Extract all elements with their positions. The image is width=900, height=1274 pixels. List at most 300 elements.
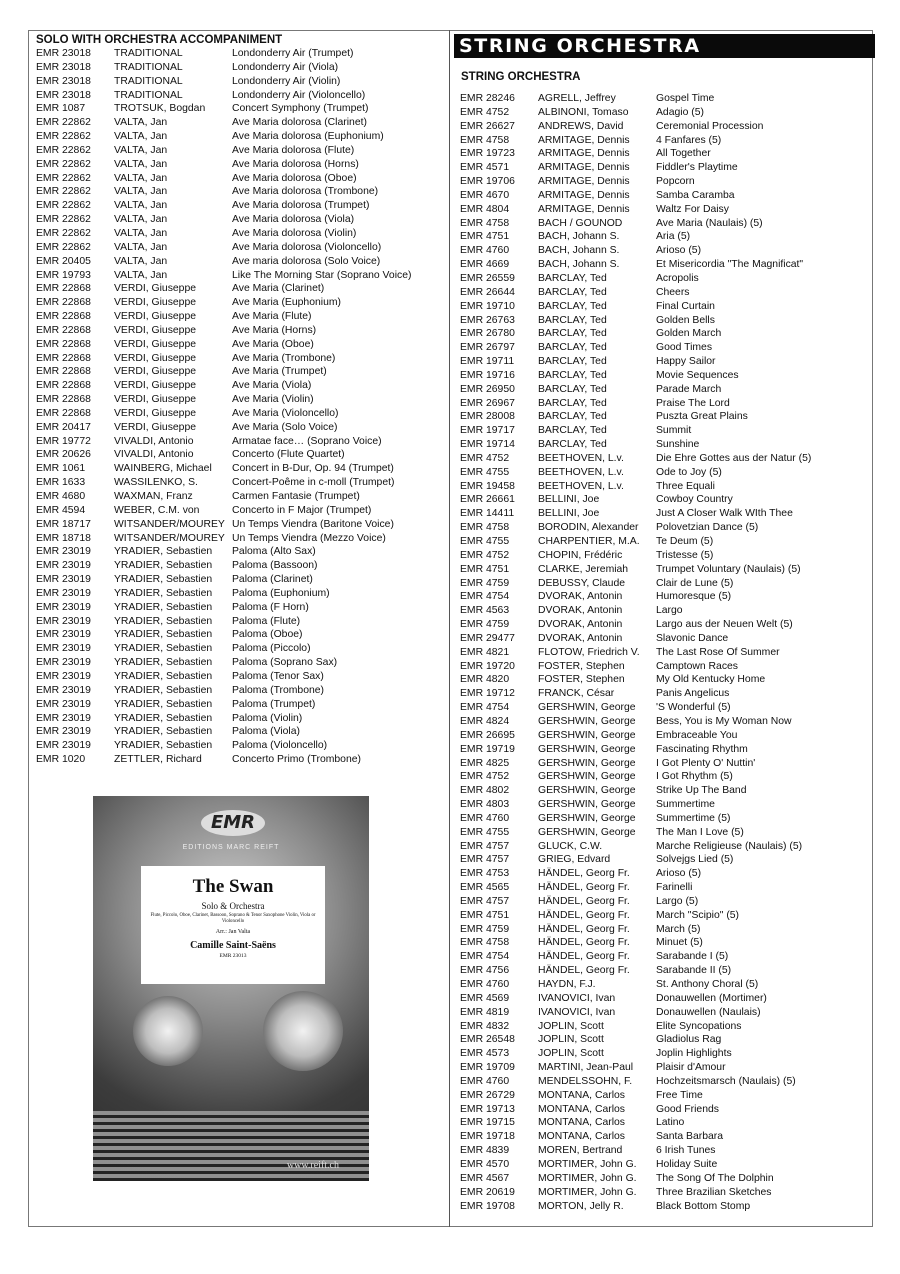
work-title: Latino (656, 1117, 685, 1129)
composer-name: BARCLAY, Ted (538, 286, 607, 298)
work-title: Tristesse (5) (656, 549, 714, 561)
catalog-row (460, 646, 811, 660)
catalog-number: EMR 4565 (460, 882, 510, 894)
catalog-row (36, 545, 446, 559)
catalog-row (460, 1020, 811, 1034)
catalog-row (460, 853, 811, 867)
composer-name: HÄNDEL, Georg Fr. (538, 895, 630, 907)
catalog-number: EMR 4755 (460, 826, 510, 838)
composer-name: BACH, Johann S. (538, 259, 620, 271)
composer-name: MONTANA, Carlos (538, 1131, 625, 1143)
catalog-row (460, 1172, 811, 1186)
emr-logo: EMR (201, 810, 265, 836)
work-title: I Got Rhythm (5) (656, 771, 733, 783)
composer-name: YRADIER, Sebastien (114, 657, 213, 669)
composer-name: VERDI, Giuseppe (114, 366, 197, 378)
work-title: My Old Kentucky Home (656, 674, 766, 686)
composer-name: YRADIER, Sebastien (114, 587, 213, 599)
catalog-number: EMR 23019 (36, 587, 91, 599)
catalog-row (460, 410, 811, 424)
work-title: Ode to Joy (5) (656, 466, 722, 478)
catalog-row (460, 134, 811, 148)
catalog-number: EMR 4759 (460, 923, 510, 935)
catalog-number: EMR 23019 (36, 615, 91, 627)
catalog-number: EMR 22862 (36, 117, 91, 129)
work-title: Ave Maria (Trumpet) (232, 366, 327, 378)
catalog-row (460, 521, 811, 535)
work-title: Arioso (5) (656, 245, 702, 257)
catalog-number: EMR 4820 (460, 674, 510, 686)
catalog-row (36, 490, 446, 504)
work-title: Marche Religieuse (Naulais) (5) (656, 840, 803, 852)
catalog-row (460, 687, 811, 701)
catalog-number: EMR 4824 (460, 715, 510, 727)
cover-arranger: Arr.: Jan Valta (215, 929, 251, 935)
composer-name: VERDI, Giuseppe (114, 324, 197, 336)
composer-name: TROTSUK, Bogdan (114, 103, 206, 115)
composer-name: CLARKE, Jeremiah (538, 563, 629, 575)
catalog-row (36, 365, 446, 379)
work-title: Holiday Suite (656, 1158, 718, 1170)
composer-name: BARCLAY, Ted (538, 356, 607, 368)
catalog-number: EMR 4751 (460, 231, 510, 243)
solo-orchestra-section (36, 34, 446, 767)
catalog-number: EMR 4832 (460, 1020, 510, 1032)
catalog-row (36, 116, 446, 130)
work-title: Paloma (Flute) (232, 615, 301, 627)
composer-name: YRADIER, Sebastien (114, 670, 213, 682)
work-title: Good Times (656, 342, 713, 354)
work-title: Londonderry Air (Trumpet) (232, 48, 354, 59)
composer-name: IVANOVICI, Ivan (538, 992, 616, 1004)
catalog-row (460, 1200, 811, 1214)
horn-bell-right (263, 991, 343, 1071)
composer-name: HAYDN, F.J. (538, 979, 596, 990)
work-title: Ave Maria (Naulais) (5) (656, 217, 763, 229)
work-title: Trumpet Voluntary (Naulais) (5) (656, 563, 801, 575)
catalog-number: EMR 19708 (460, 1200, 515, 1212)
catalog-row (460, 812, 811, 826)
catalog-number: EMR 4751 (460, 909, 510, 921)
work-title: Paloma (Trombone) (232, 684, 325, 696)
catalog-row (460, 729, 811, 743)
work-title: Paloma (F Horn) (232, 601, 309, 613)
catalog-number: EMR 22862 (36, 158, 91, 170)
work-title: Ave Maria dolorosa (Violoncello) (232, 241, 382, 253)
work-title: Arioso (5) (656, 868, 702, 880)
catalog-row (460, 106, 811, 120)
catalog-row (460, 314, 811, 328)
catalog-row (460, 923, 811, 937)
catalog-row (460, 840, 811, 854)
catalog-row (460, 715, 811, 729)
catalog-list (460, 92, 811, 1213)
work-title: Concerto Primo (Trombone) (232, 754, 361, 766)
catalog-number: EMR 28008 (460, 411, 515, 423)
work-title: Hochzeitsmarsch (Naulais) (5) (656, 1075, 796, 1087)
work-title: Movie Sequences (656, 369, 739, 381)
catalog-number: EMR 22868 (36, 283, 91, 295)
catalog-row (460, 632, 811, 646)
catalog-row (36, 296, 446, 310)
work-title: Sarabande I (5) (656, 951, 729, 963)
work-title: Adagio (5) (656, 106, 704, 118)
work-title: Samba Caramba (656, 189, 735, 201)
catalog-row (460, 770, 811, 784)
catalog-row (460, 507, 811, 521)
catalog-row (460, 203, 811, 217)
catalog-number: EMR 4571 (460, 162, 510, 174)
work-title: Embraceable You (656, 729, 738, 741)
catalog-row (460, 424, 811, 438)
composer-name: VALTA, Jan (114, 241, 168, 253)
website-text: www.reift.ch (286, 1160, 339, 1171)
catalog-number: EMR 4821 (460, 646, 510, 658)
composer-name: YRADIER, Sebastien (114, 601, 213, 613)
catalog-row (36, 185, 446, 199)
composer-name: IVANOVICI, Ivan (538, 1006, 616, 1018)
catalog-row (36, 587, 446, 601)
work-title: Paloma (Violoncello) (232, 740, 328, 752)
catalog-number: EMR 22868 (36, 366, 91, 378)
catalog-row (36, 269, 446, 283)
work-title: Donauwellen (Naulais) (656, 1006, 761, 1018)
work-title: Largo (5) (656, 895, 699, 907)
work-title: Donauwellen (Mortimer) (656, 992, 767, 1004)
catalog-number: EMR 22868 (36, 311, 91, 323)
work-title: Waltz For Daisy (656, 203, 729, 215)
composer-name: VALTA, Jan (114, 269, 168, 281)
catalog-row (460, 618, 811, 632)
catalog-number: EMR 1087 (36, 103, 86, 115)
catalog-number: EMR 29477 (460, 632, 515, 644)
composer-name: WASSILENKO, S. (114, 477, 198, 489)
work-title: The Last Rose Of Summer (656, 646, 780, 658)
work-title: Sunshine (656, 439, 700, 451)
work-title: Ave Maria dolorosa (Viola) (232, 214, 355, 226)
catalog-row (460, 701, 811, 715)
work-title: Minuet (5) (656, 937, 703, 949)
composer-name: MORTIMER, John G. (538, 1186, 637, 1198)
composer-name: BACH, Johann S. (538, 245, 620, 257)
catalog-row (460, 189, 811, 203)
catalog-row (460, 1116, 811, 1130)
catalog-row (460, 590, 811, 604)
composer-name: MONTANA, Carlos (538, 1089, 625, 1101)
work-title: Londonderry Air (Violoncello) (232, 89, 366, 101)
catalog-row (460, 1103, 811, 1117)
catalog-row (36, 476, 446, 490)
catalog-number: EMR 19772 (36, 435, 91, 447)
catalog-number: EMR 19715 (460, 1117, 515, 1129)
composer-name: VERDI, Giuseppe (114, 338, 197, 350)
catalog-row (460, 964, 811, 978)
composer-name: BEETHOVEN, L.v. (538, 480, 624, 492)
catalog-number: EMR 23019 (36, 712, 91, 724)
work-title: Summertime (656, 799, 715, 811)
composer-name: BARCLAY, Ted (538, 383, 607, 395)
catalog-number: EMR 4819 (460, 1006, 510, 1018)
catalog-row (460, 341, 811, 355)
work-title: Paloma (Trumpet) (232, 698, 316, 710)
catalog-number: EMR 4804 (460, 203, 510, 215)
catalog-number: EMR 19714 (460, 439, 515, 451)
composer-name: BELLINI, Joe (538, 494, 600, 506)
composer-name: YRADIER, Sebastien (114, 546, 213, 558)
composer-name: DVORAK, Antonin (538, 605, 623, 617)
cover-label (141, 866, 325, 984)
composer-name: VERDI, Giuseppe (114, 394, 197, 406)
catalog-number: EMR 4753 (460, 868, 510, 880)
catalog-row (460, 397, 811, 411)
work-title: All Together (656, 148, 711, 160)
catalog-number: EMR 22868 (36, 407, 91, 419)
catalog-row (460, 355, 811, 369)
composer-name: ANDREWS, David (538, 120, 624, 132)
composer-name: TRADITIONAL (114, 61, 183, 73)
composer-name: YRADIER, Sebastien (114, 712, 213, 724)
catalog-number: EMR 19458 (460, 480, 515, 492)
work-title: Un Temps Viendra (Mezzo Voice) (232, 532, 386, 544)
catalog-number: EMR 26644 (460, 286, 515, 298)
catalog-number: EMR 22868 (36, 394, 91, 406)
catalog-row (36, 421, 446, 435)
catalog-number: EMR 4760 (460, 812, 510, 824)
work-title: Londonderry Air (Violin) (232, 75, 341, 87)
catalog-row (460, 452, 811, 466)
publisher-name: EDITIONS MARC REIFT (182, 844, 280, 851)
catalog-number: EMR 4758 (460, 134, 510, 146)
catalog-number: EMR 4563 (460, 605, 510, 617)
composer-name: ARMITAGE, Dennis (538, 134, 630, 146)
composer-name: GERSHWIN, George (538, 743, 636, 755)
catalog-row (460, 992, 811, 1006)
composer-name: YRADIER, Sebastien (114, 698, 213, 710)
composer-name: GERSHWIN, George (538, 812, 636, 824)
composer-name: VIVALDI, Antonio (114, 449, 194, 461)
catalog-row (460, 230, 811, 244)
catalog-number: EMR 4760 (460, 245, 510, 257)
catalog-row (460, 978, 811, 992)
work-title: Praise The Lord (656, 397, 730, 409)
composer-name: VERDI, Giuseppe (114, 407, 197, 419)
composer-name: BARCLAY, Ted (538, 342, 607, 354)
catalog-row (36, 379, 446, 393)
work-title: 4 Fanfares (5) (656, 134, 722, 146)
catalog-row (36, 241, 446, 255)
catalog-number: EMR 19706 (460, 176, 515, 188)
catalog-number: EMR 4759 (460, 619, 510, 631)
composer-name: MONTANA, Carlos (538, 1103, 625, 1115)
composer-name: VALTA, Jan (114, 255, 168, 267)
work-title: Paloma (Euphonium) (232, 587, 330, 599)
work-title: Golden March (656, 328, 722, 340)
composer-name: GERSHWIN, George (538, 799, 636, 811)
catalog-number: EMR 19709 (460, 1062, 515, 1074)
composer-name: BORODIN, Alexander (538, 522, 639, 534)
catalog-number: EMR 4752 (460, 549, 510, 561)
catalog-number: EMR 20417 (36, 421, 91, 433)
work-title: Clair de Lune (5) (656, 577, 734, 589)
work-title: Joplin Highlights (656, 1048, 732, 1060)
work-title: Concerto in F Major (Trumpet) (232, 504, 372, 516)
work-title: Ave Maria dolorosa (Violin) (232, 227, 357, 239)
catalog-number: EMR 4754 (460, 591, 510, 603)
catalog-number: EMR 4758 (460, 217, 510, 229)
composer-name: VALTA, Jan (114, 117, 168, 129)
catalog-number: EMR 23019 (36, 657, 91, 669)
catalog-row (460, 1075, 811, 1089)
catalog-row (36, 601, 446, 615)
catalog-number: EMR 19716 (460, 369, 515, 381)
work-title: Bess, You is My Woman Now (656, 715, 792, 727)
catalog-row (36, 504, 446, 518)
composer-name: TRADITIONAL (114, 89, 183, 101)
work-title: Te Deum (5) (656, 536, 714, 547)
composer-name: TRADITIONAL (114, 48, 183, 59)
catalog-number: EMR 4754 (460, 702, 510, 714)
work-title: Ave Maria dolorosa (Trombone) (232, 186, 379, 198)
catalog-number: EMR 20405 (36, 255, 91, 267)
catalog-number: EMR 23019 (36, 601, 91, 613)
composer-name: HÄNDEL, Georg Fr. (538, 951, 630, 963)
catalog-row (36, 227, 446, 241)
catalog-number: EMR 4754 (460, 951, 510, 963)
catalog-row (460, 1089, 811, 1103)
work-title: Ave Maria (Solo Voice) (232, 421, 338, 433)
catalog-row (460, 936, 811, 950)
composer-name: GERSHWIN, George (538, 702, 636, 714)
catalog-number: EMR 18718 (36, 532, 91, 544)
work-title: Ave Maria dolorosa (Euphonium) (232, 131, 384, 143)
composer-name: BELLINI, Joe (538, 508, 600, 520)
composer-name: GERSHWIN, George (538, 826, 636, 838)
composer-name: HÄNDEL, Georg Fr. (538, 923, 630, 935)
composer-name: VALTA, Jan (114, 227, 168, 239)
catalog-row (36, 75, 446, 89)
work-title: Ave Maria dolorosa (Clarinet) (232, 117, 367, 129)
work-title: Farinelli (656, 882, 693, 894)
catalog-number: EMR 4825 (460, 757, 510, 769)
catalog-row (36, 172, 446, 186)
catalog-number: EMR 4670 (460, 189, 510, 201)
work-title: Plaisir d'Amour (656, 1062, 726, 1074)
catalog-number: EMR 4756 (460, 965, 510, 977)
work-title: Popcorn (656, 176, 695, 188)
catalog-row (460, 244, 811, 258)
catalog-row (460, 1144, 811, 1158)
composer-name: FOSTER, Stephen (538, 674, 625, 686)
work-title: Summit (656, 425, 692, 437)
composer-name: VALTA, Jan (114, 214, 168, 226)
composer-name: GERSHWIN, George (538, 771, 636, 783)
catalog-row (460, 673, 811, 687)
composer-name: WITSANDER/MOUREY (114, 518, 225, 530)
catalog-row (36, 656, 446, 670)
work-title: March "Scipio" (5) (656, 909, 740, 921)
catalog-number: EMR 22862 (36, 214, 91, 226)
catalog-row (460, 826, 811, 840)
work-title: Paloma (Piccolo) (232, 643, 311, 655)
catalog-row (36, 130, 446, 144)
work-title: Aria (5) (656, 231, 691, 243)
catalog-row (36, 559, 446, 573)
catalog-row (460, 438, 811, 452)
catalog-row (36, 282, 446, 296)
composer-name: VERDI, Giuseppe (114, 297, 197, 309)
work-title: Just A Closer Walk WIth Thee (656, 508, 793, 520)
catalog-number: EMR 4567 (460, 1172, 510, 1184)
composer-name: CHOPIN, Frédéric (538, 549, 623, 561)
composer-name: CHARPENTIER, M.A. (538, 536, 640, 547)
composer-name: GRIEG, Edvard (538, 854, 611, 866)
composer-name: GERSHWIN, George (538, 729, 636, 741)
composer-name: BARCLAY, Ted (538, 272, 607, 284)
catalog-row (36, 684, 446, 698)
work-title: Ave Maria (Euphonium) (232, 297, 341, 309)
composer-name: BARCLAY, Ted (538, 439, 607, 451)
composer-name: HÄNDEL, Georg Fr. (538, 909, 630, 921)
catalog-number: EMR 26780 (460, 328, 515, 340)
catalog-number: EMR 26763 (460, 314, 515, 326)
catalog-number: EMR 4570 (460, 1158, 510, 1170)
composer-name: GERSHWIN, George (538, 757, 636, 769)
work-title: 6 Irish Tunes (656, 1145, 716, 1157)
catalog-row (36, 462, 446, 476)
composer-name: MENDELSSOHN, F. (538, 1075, 633, 1087)
composer-name: BARCLAY, Ted (538, 328, 607, 340)
catalog-row (460, 577, 811, 591)
work-title: Ave Maria (Horns) (232, 324, 317, 336)
composer-name: MONTANA, Carlos (538, 1117, 625, 1129)
catalog-number: EMR 4760 (460, 979, 510, 990)
catalog-number: EMR 26661 (460, 494, 515, 506)
catalog-number: EMR 22868 (36, 352, 91, 364)
catalog-number: EMR 4758 (460, 522, 510, 534)
catalog-number: EMR 4752 (460, 771, 510, 783)
composer-name: GERSHWIN, George (538, 715, 636, 727)
section-title: SOLO WITH ORCHESTRA ACCOMPANIMENT (36, 34, 283, 46)
composer-name: VALTA, Jan (114, 144, 168, 156)
composer-name: VERDI, Giuseppe (114, 311, 197, 323)
catalog-number: EMR 4573 (460, 1048, 510, 1060)
catalog-row (36, 518, 446, 532)
composer-name: ARMITAGE, Dennis (538, 203, 630, 215)
catalog-number: EMR 19712 (460, 688, 515, 700)
catalog-number: EMR 23019 (36, 629, 91, 641)
composer-name: JOPLIN, Scott (538, 1048, 604, 1060)
catalog-row (460, 493, 811, 507)
composer-name: VERDI, Giuseppe (114, 421, 197, 433)
catalog-number: EMR 19711 (460, 356, 515, 368)
work-title: Acropolis (656, 272, 699, 284)
catalog-row (460, 217, 811, 231)
catalog-number: EMR 23019 (36, 574, 91, 586)
composer-name: FRANCK, César (538, 688, 615, 700)
catalog-list (36, 47, 446, 767)
composer-name: AGRELL, Jeffrey (538, 93, 616, 104)
work-title: Polovetzian Dance (5) (656, 522, 759, 534)
catalog-number: EMR 19719 (460, 743, 515, 755)
catalog-row (36, 698, 446, 712)
composer-name: BARCLAY, Ted (538, 314, 607, 326)
catalog-number: EMR 26559 (460, 272, 515, 284)
horn-bell-left (133, 996, 203, 1066)
composer-name: VERDI, Giuseppe (114, 283, 197, 295)
catalog-row (460, 867, 811, 881)
catalog-row (36, 615, 446, 629)
composer-name: MARTINI, Jean-Paul (538, 1062, 634, 1074)
